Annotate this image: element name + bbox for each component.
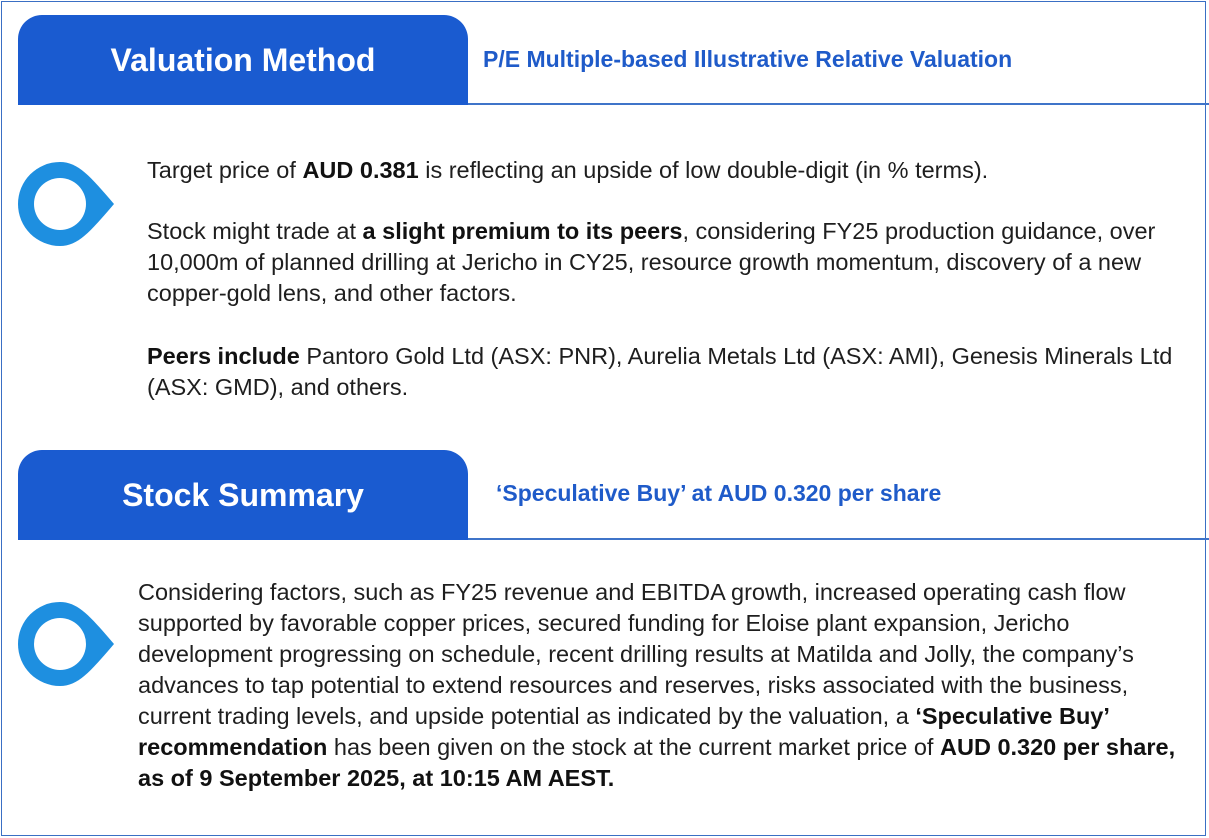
valuation-method-title: Valuation Method (110, 41, 376, 78)
premium-to-peers-text: Stock might trade at a slight premium to its peers, considering FY25 production guidance, over 10,000m of planned drilling at Jericho in CY25, resource growth momentum, discovery of a new copper-gold lens, and other factors. (147, 218, 1156, 306)
valuation-method-tab (18, 15, 468, 105)
report-panel (1, 1, 1206, 836)
section-divider (468, 538, 1209, 540)
stock-summary-subtitle: ‘Speculative Buy’ at AUD 0.320 per share (496, 480, 942, 506)
location-pin-icon (16, 160, 118, 248)
recommendation-text: Considering factors, such as FY25 revenue and EBITDA growth, increased operating cash flow supported by favorable copper prices, secured funding for Eloise plant expansion, Jericho development progressing on schedule, recent drilling results at Matilda and Jolly, the company’s advances to tap potential to extend resources and reserves, risks associated with the business, current trading levels, and upside potential as indicated by the valuation, a ‘Speculative Buy’ recommendation has been given on the stock at the current market price of AUD 0.320 per share, as of 9 September 2025, at 10:15 AM AEST. (138, 579, 1176, 791)
section-divider (468, 103, 1209, 105)
target-price-text: Target price of AUD 0.381 is reflecting an upside of low double-digit (in % terms). (147, 157, 989, 183)
peers-text: Peers include Pantoro Gold Ltd (ASX: PNR), Aurelia Metals Ltd (ASX: AMI), Genesis Minerals Ltd (ASX: GMD), and others. (147, 343, 1173, 400)
stock-summary-tab (18, 450, 468, 540)
valuation-subtitle: P/E Multiple-based Illustrative Relative Valuation (483, 46, 1013, 72)
stock-summary-title: Stock Summary (122, 476, 364, 513)
location-pin-icon (16, 600, 118, 688)
